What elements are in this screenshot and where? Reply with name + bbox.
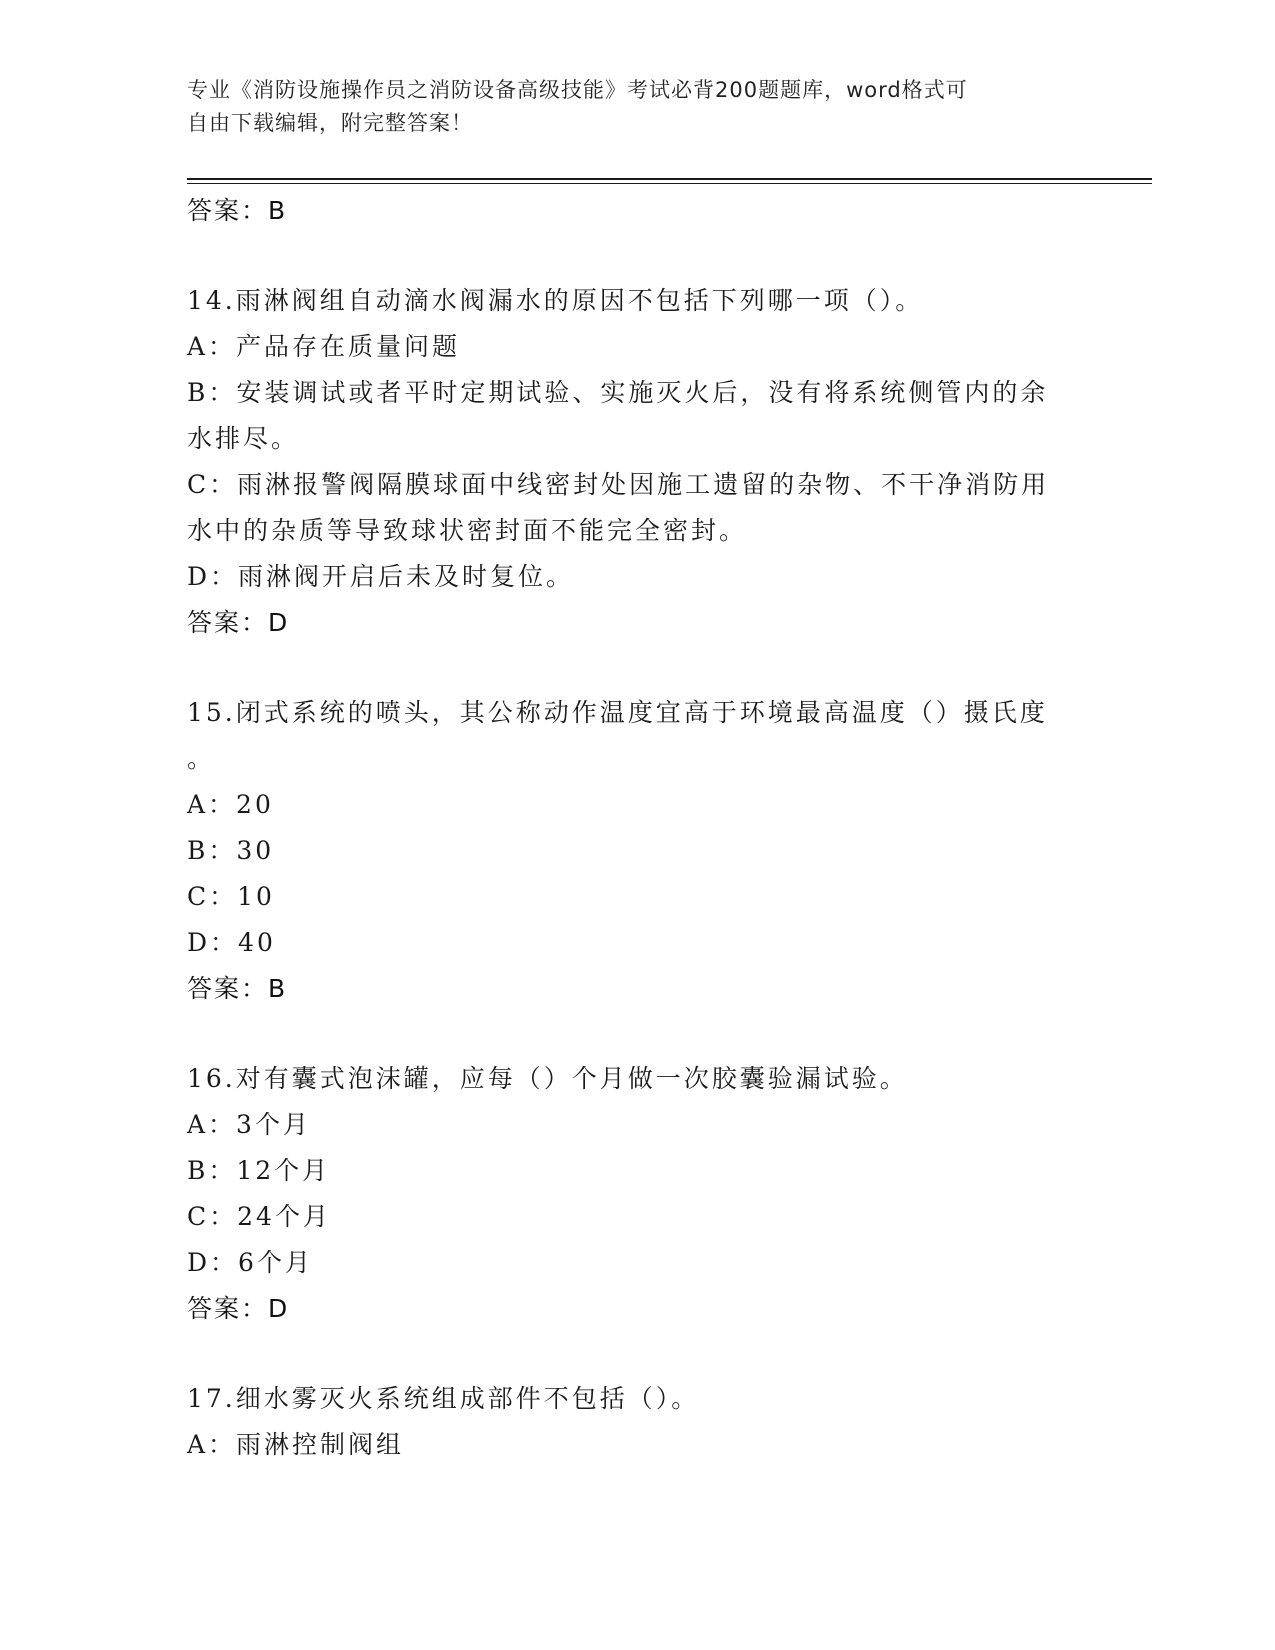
header-rule-thin	[187, 183, 1152, 184]
question-15	[187, 690, 1087, 1012]
spacer	[187, 1332, 1087, 1376]
spacer	[187, 1012, 1087, 1056]
answer: 答案：B	[187, 974, 288, 1003]
question-stem: 14.雨淋阀组自动滴水阀漏水的原因不包括下列哪一项（）。	[187, 286, 924, 315]
answer: 答案：D	[187, 608, 290, 637]
header-rule-thick	[187, 178, 1152, 180]
question-list	[187, 188, 1087, 1468]
option-c: C：10	[187, 882, 275, 911]
option-a: A：雨淋控制阀组	[187, 1430, 405, 1459]
option-d: D：雨淋阀开启后未及时复位。	[187, 562, 575, 591]
spacer	[187, 234, 1087, 278]
question-stem: 15.闭式系统的喷头，其公称动作温度宜高于环境最高温度（）摄氏度	[187, 698, 1048, 727]
option-a: A：产品存在质量问题	[187, 332, 461, 361]
question-17	[187, 1376, 1087, 1468]
option-a: A：3个月	[187, 1110, 311, 1139]
page-header	[187, 74, 1067, 140]
option-b-cont: 水排尽。	[187, 424, 300, 453]
option-d: D：6个月	[187, 1248, 313, 1277]
header-line-1: 专业《消防设施操作员之消防设备高级技能》考试必背200题题库，word格式可	[187, 78, 968, 102]
previous-answer: 答案：B	[187, 196, 288, 225]
option-b: B：30	[187, 836, 275, 865]
question-stem: 17.细水雾灭火系统组成部件不包括（）。	[187, 1384, 700, 1413]
option-b: B：安装调试或者平时定期试验、实施灭火后，没有将系统侧管内的余	[187, 378, 1049, 407]
option-b: B：12个月	[187, 1156, 331, 1185]
header-line-2: 自由下载编辑，附完整答案！	[187, 111, 473, 135]
answer: 答案：D	[187, 1294, 290, 1323]
option-c: C：24个月	[187, 1202, 331, 1231]
spacer	[187, 646, 1087, 690]
option-c-cont: 水中的杂质等导致球状密封面不能完全密封。	[187, 516, 748, 545]
option-c: C：雨淋报警阀隔膜球面中线密封处因施工遗留的杂物、不干净消防用	[187, 470, 1050, 499]
question-stem-cont: 。	[187, 744, 216, 773]
option-a: A：20	[187, 790, 274, 819]
option-d: D：40	[187, 928, 276, 957]
question-16	[187, 1056, 1087, 1332]
question-stem: 16.对有囊式泡沫罐，应每（）个月做一次胶囊验漏试验。	[187, 1064, 908, 1093]
question-14	[187, 278, 1087, 646]
